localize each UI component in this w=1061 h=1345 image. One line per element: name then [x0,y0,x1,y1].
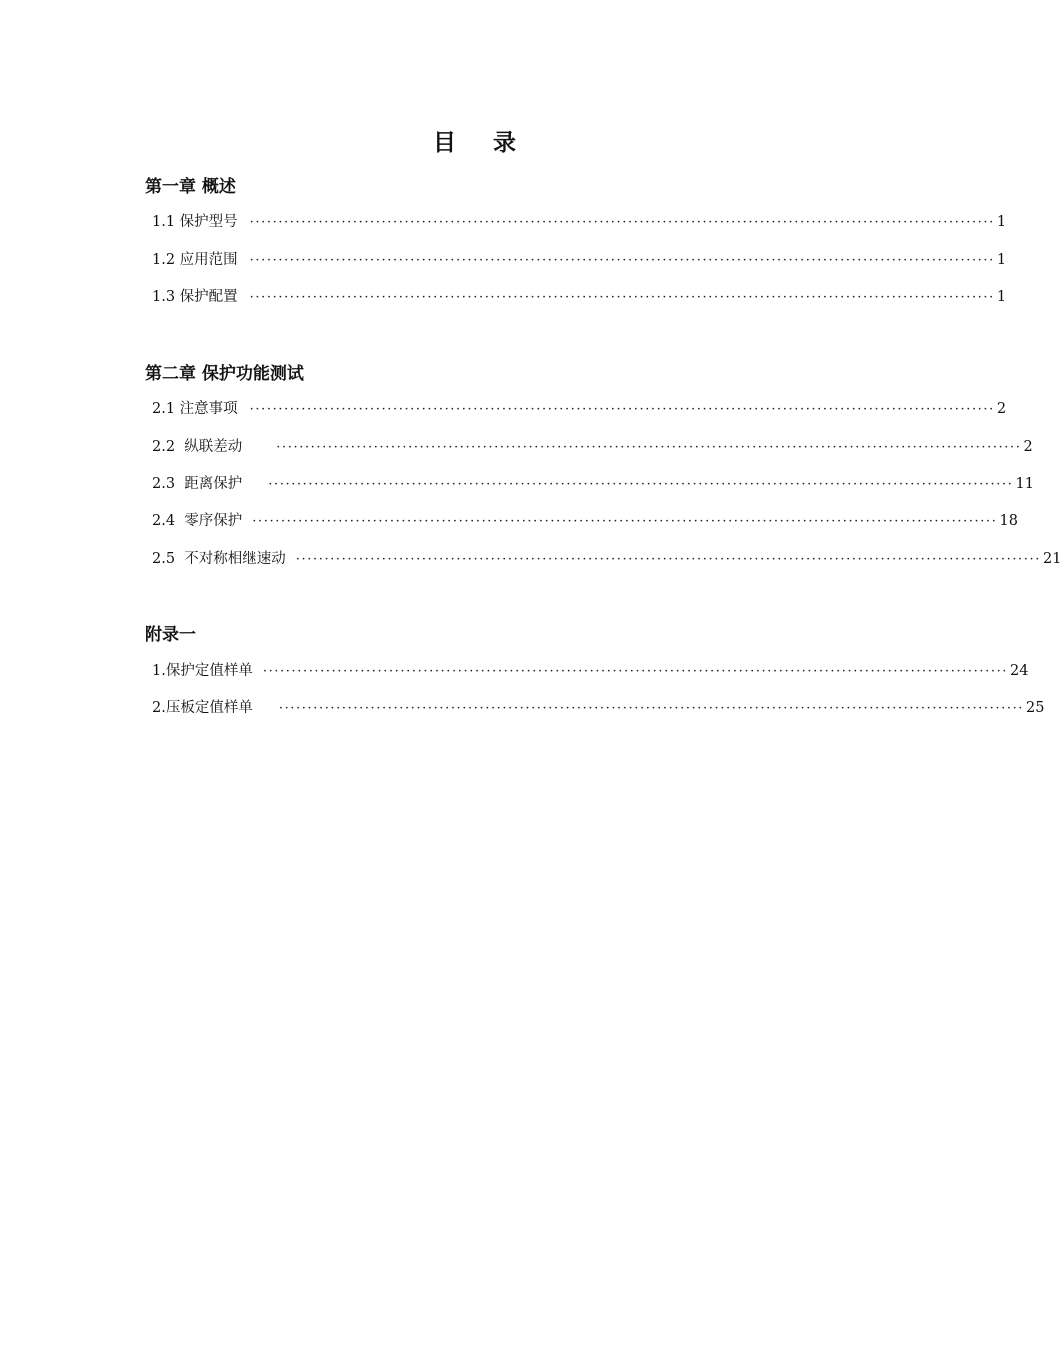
toc-entry-page: 1 [996,214,1007,230]
toc-entry-label: 2.压板定值样单 [152,700,253,716]
dot-leader: ·································································································································· [249,402,995,417]
toc-entry[interactable] [152,659,1029,679]
toc-entry-page: 2 [1023,439,1033,455]
toc-entry-label: 1.3 保护配置 [152,289,238,305]
toc-entry-label: 2.3 距离保护 [152,476,243,492]
dot-leader: ·································································································································· [278,701,1025,716]
dot-leader: ·································································································································· [268,477,1014,492]
toc-entry-page: 11 [1015,476,1034,492]
chapter2-heading: 第二章 保护功能测试 [145,364,304,384]
toc-entry-page: 24 [1010,663,1029,679]
toc-title-part2: 录 [493,129,517,156]
appendix1-heading: 附录一 [145,625,196,645]
toc-entry-page: 1 [996,252,1007,268]
toc-entry-page: 25 [1026,700,1045,716]
toc-entry[interactable] [152,547,1061,567]
toc-entry[interactable] [152,509,1018,529]
dot-leader: ·································································································································· [276,440,1022,455]
toc-entry-label: 2.1 注意事项 [152,401,238,417]
toc-entry-label: 2.2 纵联差动 [152,439,243,455]
toc-entry[interactable] [152,435,1033,455]
toc-entry-page: 21 [1042,551,1061,567]
dot-leader: ·································································································································· [249,290,995,305]
chapter1-heading: 第一章 概述 [145,177,236,197]
toc-entry[interactable] [152,472,1034,492]
dot-leader: ·································································································································· [249,253,995,268]
toc-entry-page: 2 [996,401,1007,417]
toc-entry-label: 2.4 零序保护 [152,513,243,529]
toc-entry-label: 2.5 不对称相继速动 [152,551,286,567]
toc-entry[interactable] [152,210,1007,230]
toc-entry[interactable] [152,696,1045,716]
toc-entry-label: 1.保护定值样单 [152,663,253,679]
dot-leader: ·································································································································· [252,514,998,529]
toc-entry-page: 18 [999,513,1018,529]
toc-entry[interactable] [152,397,1007,417]
toc-title-part1: 目 [433,129,457,156]
dot-leader: ·································································································································· [262,664,1009,679]
toc-entry[interactable] [152,248,1007,268]
toc-title [0,124,950,157]
toc-entry-page: 1 [996,289,1007,305]
dot-leader: ·································································································································· [295,552,1041,567]
toc-entry-label: 1.1 保护型号 [152,214,238,230]
toc-entry[interactable] [152,285,1007,305]
toc-entry-label: 1.2 应用范围 [152,252,238,268]
dot-leader: ·································································································································· [249,215,995,230]
